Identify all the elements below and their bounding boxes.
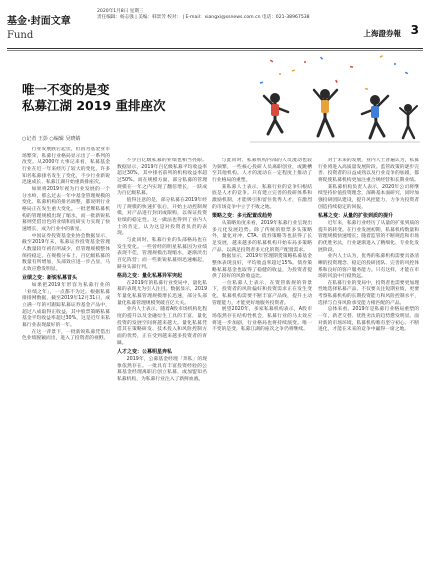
subheading: 策略之变：多元配置成趋势 <box>212 213 273 220</box>
page-number: 3 <box>410 23 419 37</box>
paragraph: 如果把2019年形容为私募行业的「业绩之年」，一点都不为过。根据私募排排网数据，截至2019年12月31日，成立满一年的可跟踪私募证券基金产品中，超过八成取得正收益，其中股票策略私募基金平均收益率超过30%，这是近年来私募行业表现最好的一年。 <box>22 283 110 329</box>
text-column-1 <box>22 147 110 577</box>
paragraph: 与此同时，私募机构内部的人员流动也较为频繁，一些核心投研人员离职创业，或跳槽至其他机构。人才的流动在一定程度上推动了行业格局的重塑。 <box>212 158 312 183</box>
header-rule <box>7 48 423 49</box>
title-line-1: 唯一不变的是变 <box>22 82 110 97</box>
newspaper-brand: 上海證券報 <box>363 29 401 38</box>
issue-date: 2020年1月8日 星期三 <box>97 9 144 14</box>
paragraph: 业内人士认为，优秀的私募机构需要具备清晰的投资理念、稳定的投研团队、完善的风控体系和良好的客户服务能力。只有这样，才能在市场的风浪中行稳致远。 <box>318 254 419 280</box>
left-figure <box>264 93 288 134</box>
subheading: 业绩之变：新锐私募冒头 <box>22 275 78 282</box>
section-name-en: Fund <box>7 30 34 41</box>
right-figure <box>362 95 388 138</box>
paragraph: 在2019年的私募行业变局中，量化私募的表现尤为引人注目。数据显示，2019年量化私募管理规模增长迅速，部分头部量化私募管理规模突破百亿大关。 <box>117 280 207 306</box>
subheading: 格局之变：量化私募异军突起 <box>117 273 183 280</box>
editor-contact: 责任编辑：杨志强 | 美编：韩景芳 校对： | E-mail：xiangxi@ssnews.com.cn 电话：021-38967538 <box>97 15 310 21</box>
paragraph: 展望2020年，多家私募机构表示，A股市场依然存在结构性机会，私募行业的马太效应将进一步加剧，行业格局也将持续演变。唯一不变的是变，私募江湖的座次之争仍将继续。 <box>212 307 312 333</box>
header-rule-thin <box>7 50 423 51</box>
paragraph: 在这一背景下，一批新锐私募凭借出色业绩脱颖而出，进入了投资者的视野。 <box>22 329 110 342</box>
tug-of-war-illustration <box>230 52 423 152</box>
paragraph: 某私募人士表示，私募行业的竞争归根结底是人才的竞争。只有建立完善的投研体系和激励机制，才能吸引和留住优秀人才，在激烈的市场竞争中立于不败之地。 <box>212 184 312 210</box>
paragraph: 中国证券投资基金业协会数据显示，截至2019年末，私募证券投资基金管理人数量较年初有所减少，但管理规模整体保持稳定。在规模分布上，百亿级私募的数量有所增加，头部效应进一步凸显，马太效应愈发明显。 <box>22 233 110 272</box>
text-column-4 <box>318 158 419 577</box>
article-byline: ○记者 王彭 ○编辑 吴晓婧 <box>22 136 81 142</box>
paragraph: 业内人士表示，随着A股市场机构化程度的提升以及金融衍生工具的丰富，量化投资的发展空间将越来越大。量化私募凭借其在策略研发、技术投入和风险控制方面的优势，正在受到越来越多投资者的青睐。 <box>117 307 207 346</box>
paragraph: 近年来，私募行业经历了从量的扩张到质的提升的转变。在行业发展初期，私募机构数量和管理规模快速增长；随着监管的不断规范和市场的优胜劣汰，行业逐渐进入了精细化、专业化发展阶段。 <box>318 220 419 253</box>
paragraph: 2019年，公募基金经理「奔私」的现象依然存在。一批具有丰富投资经验的公募基金经理离职后创立私募，或加盟知名私募机构，为私募行业注入了新鲜血液。 <box>117 357 207 382</box>
paragraph: 值得注意的是，部分私募在2019年经历了规模的快速扩张后，开始主动控制规模，对产品进行封闭或限购，以保证投资业绩的稳定性。这一做法也得到了业内人士的肯定，认为这是对投资者负责的表现。 <box>117 197 207 237</box>
issue-meta <box>97 9 310 22</box>
paragraph: 从策略角度来看，2019年私募行业呈现出多元化发展趋势。除了传统的股票多头策略外，量化对冲、CTA、债券策略等也获得了长足发展，越来越多的私募机构开始布局多策略产品，以满足投资者多元化的资产配置需求。 <box>212 220 312 253</box>
paragraph: 如果将2019年视为行业发展的一个分水岭，那么过去一年中基金管理规模的变化、私募机构的排名调整，都说明行业格局正在发生重大变化。一批老牌私募机构的管理规模出现了缩水，而一批新锐私募则凭借出色的业绩和投研实力实现了快速增长，成为行业中的新星。 <box>22 186 110 232</box>
paragraph: 对于未来的发展，业内人士普遍认为，私募行业将进入高质量发展阶段。监管政策的逐步完善、投资者的日益成熟以及行业竞争的加剧，都将促使私募机构更加注重合规经营和长期业绩。 <box>318 158 419 183</box>
subheading: 人才之变：公募明星奔私 <box>117 349 173 356</box>
title-line-2: 私募江湖 2019 重排座次 <box>22 98 166 113</box>
section-name: 基金·封面文章 <box>7 16 71 27</box>
confetti-decoration <box>260 55 408 90</box>
paragraph: 在私募行业的变局中，投资者也需要更加理性地选择私募产品，不仅要关注短期业绩，更要考察私募机构的长期投资能力和风险控制水平，选择与自身风险承受能力相匹配的产品。 <box>318 280 419 306</box>
paragraph: 与此同时，私募行业的头部格局也在发生变化。一些曾经的明星私募因为业绩表现不佳，管理规模出现缩水，逐渐淡出百亿阵营；而一些新锐私募则迅速崛起，跻身头部行列。 <box>117 237 207 270</box>
paragraph: 数据显示，2019年管理期货策略私募基金整体表现良好，平均收益率超过15%。债券策略私募基金也取得了稳健的收益，为投资者提供了较好的风险收益比。 <box>212 254 312 280</box>
subheading: 私募之变：从量的扩张到质的提升 <box>318 213 394 220</box>
text-column-2 <box>117 158 207 577</box>
paragraph: 行业发展跌宕起伏，但因为基金业市场繁荣，私募行业格局显示出了一系列的改变。从2000年大事记来看，私募基金行业在近一年来经历了较大的变化，许多知名私募排名发生了变化，不少行业新锐迅速成长、私募江湖开始重新排座次。 <box>22 147 110 186</box>
middle-figure <box>314 89 337 136</box>
paragraph: 某私募机构负责人表示，2020年公司将继续坚持价值投资理念，深耕基本面研究，同时加强投研团队建设，提升风控能力，力争为投资者创造持续稳定的回报。 <box>318 184 419 210</box>
far-right-figure <box>400 104 417 138</box>
article-title <box>22 82 212 114</box>
text-column-3 <box>212 158 312 577</box>
paragraph: 不少百亿级私募的业绩也相当亮眼。数据显示，2019年百亿级私募平均收益率超过30%，其中排名前列的机构收益率超过50%。而在规模方面，部分私募的管理规模在一年之内实现了翻倍增长，一跃成为百亿级私募。 <box>117 158 207 197</box>
page-header <box>7 6 423 48</box>
paragraph: 总体来看，2019年是私募行业格局重塑的一年，新老交替、优胜劣汰的趋势愈发明显。面对新的市场环境，私募机构唯有坚守初心、不断进化，才能在未来的竞争中赢得一席之地。 <box>318 307 419 333</box>
paragraph: 一位私募人士表示，在资管新规的背景下，投资者的风险偏好和投资需求正在发生变化，私募机构需要不断丰富产品线，提升主动管理能力，才能更好地服务投资者。 <box>212 280 312 306</box>
